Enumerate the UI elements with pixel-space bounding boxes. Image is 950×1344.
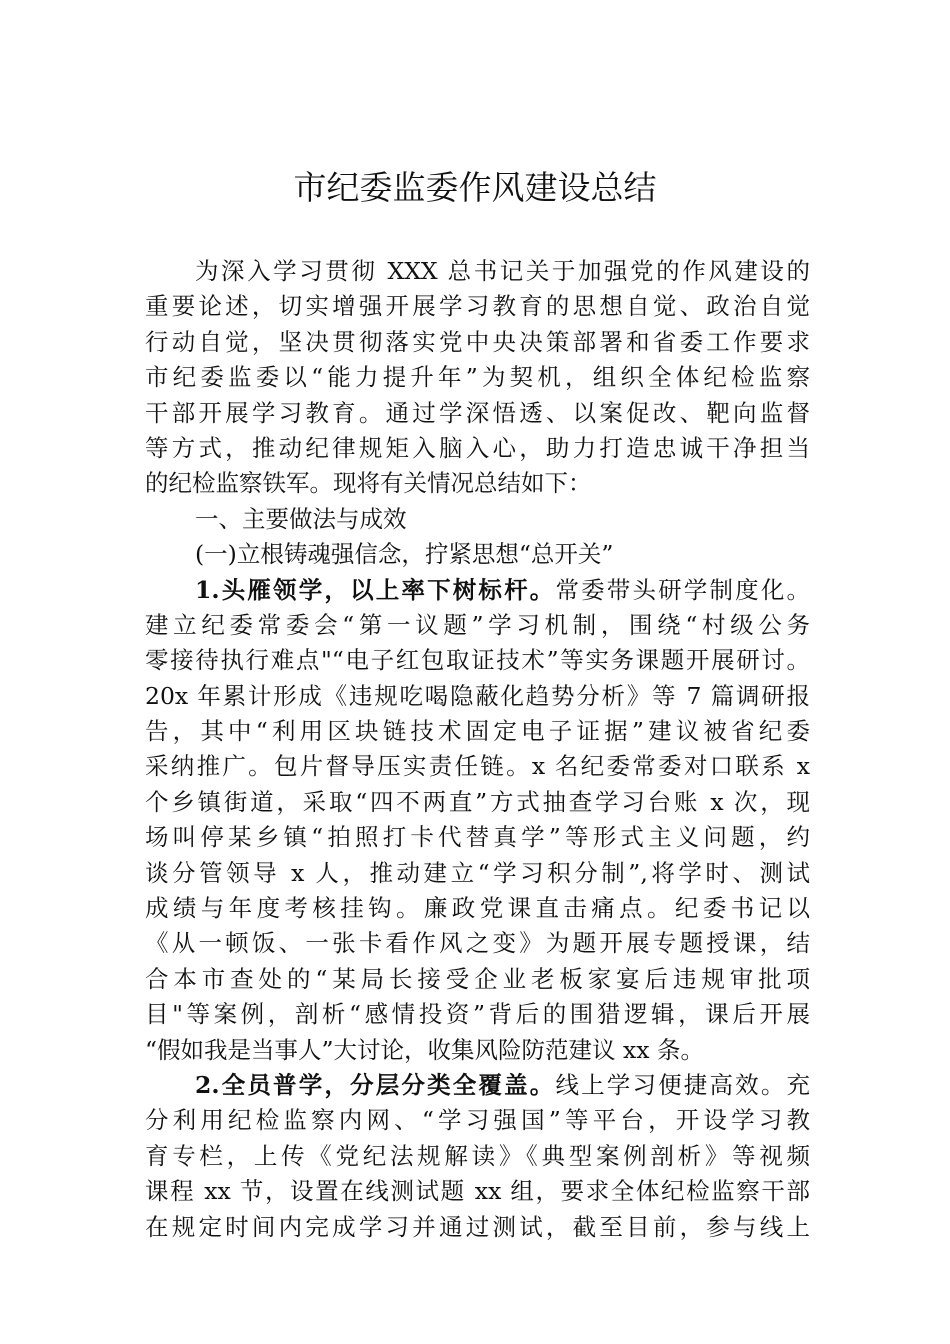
text-line — [145, 325, 810, 360]
text-line — [145, 679, 810, 714]
line-text: 的纪检监察铁军。现将有关情况总结如下： — [145, 469, 592, 498]
line-text: 育专栏，上传《党纪法规解读》《典型案例剖析》等视频 — [145, 1141, 810, 1170]
text-line — [145, 466, 810, 501]
line-text: 干部开展学习教育。通过学深悟透、以案促改、靶向监督 — [145, 398, 810, 427]
text-line — [145, 785, 810, 820]
text-line — [145, 856, 810, 891]
line-text: 零接待执行难点"“电子红包取证技术”等实务课题开展研讨。 — [145, 646, 810, 675]
bold-heading: 2.全员普学，分层分类全覆盖。 — [195, 1070, 556, 1099]
text-line — [145, 820, 810, 855]
line-text: 个乡镇街道，采取“四不两直”方式抽查学习台账 x 次，现 — [145, 787, 810, 816]
text-line — [145, 749, 810, 784]
text-line — [145, 962, 810, 997]
text-line — [145, 1210, 810, 1245]
text-line — [145, 608, 810, 643]
line-text: “假如我是当事人”大讨论，收集风险防范建议 xx 条。 — [145, 1035, 704, 1064]
text-line — [145, 1174, 810, 1209]
document-title: 市纪委监委作风建设总结 — [293, 168, 657, 207]
text-line — [145, 714, 810, 749]
text-line — [145, 289, 810, 324]
line-text: 建立纪委常委会“第一议题”学习机制，围绕“村级公务 — [145, 610, 810, 639]
text-line — [145, 1033, 810, 1068]
text-line — [145, 396, 810, 431]
text-line — [145, 891, 810, 926]
line-text: 场叫停某乡镇“拍照打卡代替真学”等形式主义问题，约 — [145, 823, 810, 852]
line-text: 采纳推广。包片督导压实责任链。x 名纪委常委对口联系 x — [145, 752, 810, 781]
text-line — [145, 1068, 810, 1103]
line-text: 市纪委监委以“能力提升年”为契机，组织全体纪检监察 — [145, 363, 810, 392]
line-text: 告，其中“利用区块链技术固定电子证据”建议被省纪委 — [145, 717, 810, 746]
text-line — [145, 1139, 810, 1174]
line-text: 为深入学习贯彻 XXX 总书记关于加强党的作风建设的 — [195, 257, 810, 285]
line-text: 在规定时间内完成学习并通过测试，截至目前，参与线上 — [145, 1212, 810, 1241]
text-line — [145, 502, 810, 537]
bold-heading: 1.头雁领学，以上率下树标杆。 — [195, 575, 556, 604]
line-text: 成绩与年度考核挂钩。廉政党课直击痛点。纪委书记以 — [145, 894, 810, 923]
line-text: 重要论述，切实增强开展学习教育的思想自觉、政治自觉 — [145, 292, 810, 321]
line-text: 分利用纪检监察内网、“学习强国”等平台，开设学习教 — [145, 1106, 810, 1135]
line-text: 20x 年累计形成《违规吃喝隐蔽化趋势分析》等 7 篇调研报 — [145, 681, 810, 710]
document-body — [145, 254, 810, 1245]
line-text: 一、主要做法与成效 — [195, 504, 407, 533]
line-text: 线上学习便捷高效。充 — [555, 1070, 810, 1099]
line-text: (一)立根铸魂强信念，拧紧思想“总开关” — [195, 540, 614, 569]
line-text: 目"等案例，剖析“感情投资”背后的围猎逻辑，课后开展 — [145, 1000, 810, 1029]
line-text: 行动自觉，坚决贯彻落实党中央决策部署和省委工作要求 — [145, 327, 810, 356]
line-text: 课程 xx 节，设置在线测试题 xx 组，要求全体纪检监察干部 — [145, 1177, 810, 1206]
line-text: 《从一顿饭、一张卡看作风之变》为题开展专题授课，结 — [145, 929, 810, 958]
text-line — [145, 643, 810, 678]
text-line — [145, 254, 810, 289]
text-line — [145, 573, 810, 608]
line-text: 等方式，推动纪律规矩入脑入心，助力打造忠诚干净担当 — [145, 433, 810, 462]
text-line — [145, 997, 810, 1032]
text-line — [145, 537, 810, 572]
line-text: 常委带头研学制度化。 — [555, 575, 810, 604]
text-line — [145, 360, 810, 395]
text-line — [145, 1103, 810, 1138]
text-line — [145, 431, 810, 466]
text-line — [145, 926, 810, 961]
line-text: 合本市查处的“某局长接受企业老板家宴后违规审批项 — [145, 964, 810, 993]
line-text: 谈分管领导 x 人，推动建立“学习积分制”,将学时、测试 — [145, 858, 810, 887]
